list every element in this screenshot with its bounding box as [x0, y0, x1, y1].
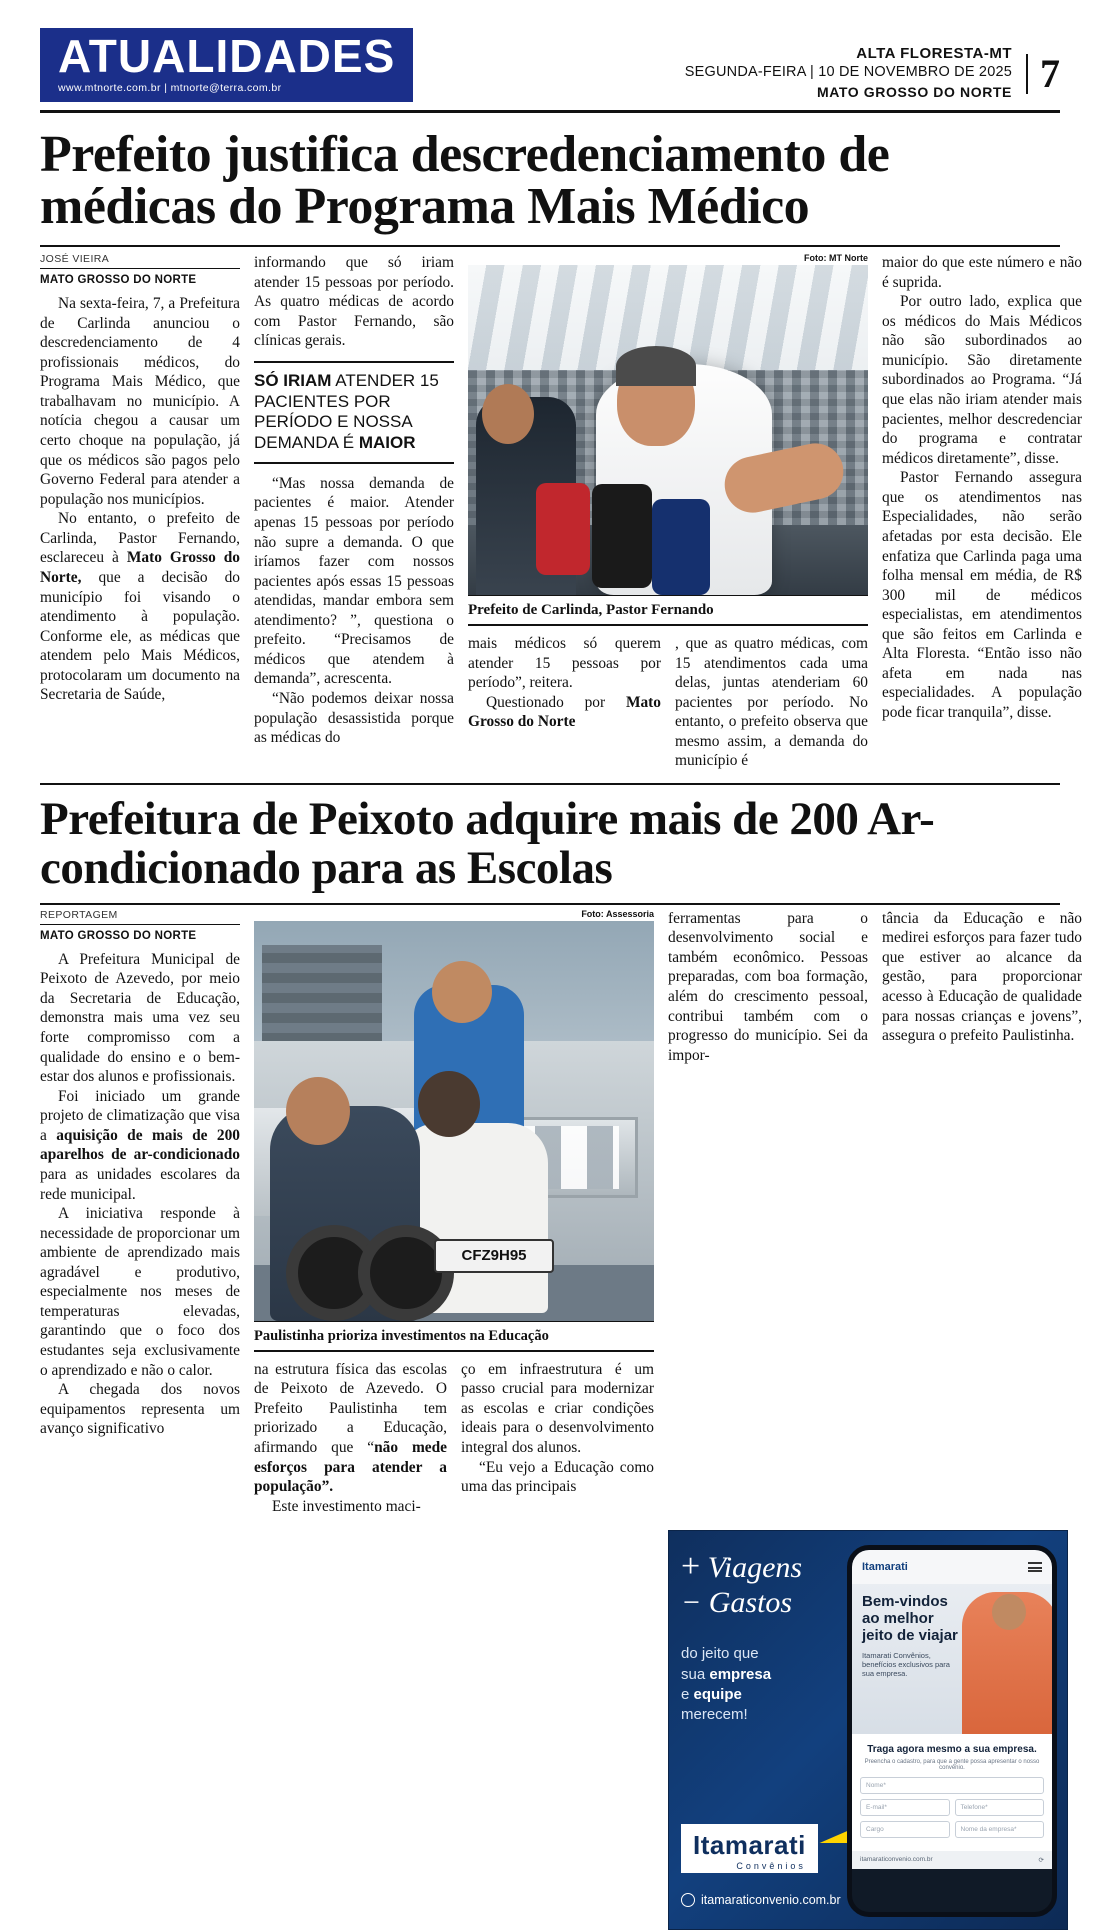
paragraph: informando que só iriam atender 15 pessoas por período. As quatro médicas de acordo com Pastor Fernando, são clínicas gerais.: [254, 254, 454, 350]
article1-column-3: [468, 253, 868, 771]
article2-photo: [254, 921, 654, 1321]
minus-icon: −: [681, 1585, 702, 1619]
phone-field-phone[interactable]: Telefone*: [955, 1799, 1045, 1816]
byline-org: MATO GROSSO DO NORTE: [40, 929, 197, 942]
article1-column-3b: [675, 634, 868, 771]
section-divider: [40, 783, 1060, 785]
phone-field-row-2: [860, 1821, 1044, 1843]
section-brand: [40, 28, 413, 102]
article2-lower-columns: [254, 1360, 654, 1517]
paragraph: , que as quatro médicas, com 15 atendimentos cada uma delas, juntas atenderiam 60 pacientes por período. No entanto, o prefeito observa que mesmo assim, a demanda do município é: [675, 635, 868, 770]
advertisement-itamarati[interactable]: [668, 1530, 1068, 1930]
headline-rule: [40, 245, 1060, 247]
photo-worker-blue-head: [432, 961, 492, 1023]
paragraph: ço em infraestrutura é um passo crucial para modernizar as escolas e criar condições ideais para o desenvolvimento integral dos alunos.: [461, 1360, 654, 1457]
paragraph: Este investimento maci-: [272, 1497, 421, 1515]
paragraph: Na sexta-feira, 7, a Prefeitura de Carlinda anunciou o descredenciamento de 4 profissionais médicos, do Programa Mais Médico, que trabalhavam no município. A notícia chegou a causar um certo choque na população, já que os médicos são pagos pelo Governo Federal para atender a população nos municípios.: [40, 295, 240, 508]
ad-line-1-text: Viagens: [707, 1551, 803, 1585]
ad-left-panel: [669, 1531, 852, 1929]
article2-grid: [40, 908, 1082, 1517]
photo-subject-head: [617, 354, 695, 446]
microphone-blue-icon: [652, 499, 710, 595]
paragraph: Por outro lado, explica que os médicos do Mais Médicos não são subordinados ao município. São diretamente subordinados ao Programa. “Já que elas não iriam atender mais pacientes, melhor descredenciar do programa e contratar médicos diretamente”, disse.: [882, 293, 1082, 467]
phone-app-header: [852, 1550, 1052, 1584]
ad-line-2: [681, 1587, 840, 1619]
article2-caption: Paulistinha prioriza investimentos na Educação: [254, 1321, 654, 1352]
paragraph: tância da Educação e não medirei esforços para fazer tudo que estiver ao alcance da gestão, para proporcionar acesso à Educação de qualidade para nossas crianças e jovens”, assegura o prefeito Paulistinha.: [882, 909, 1082, 1045]
phone-hero-title: Bem-vindos ao melhor jeito de viajar: [862, 1593, 958, 1644]
masthead: [40, 28, 1060, 113]
ad-logo: [681, 1824, 818, 1873]
phone-brand: Itamarati: [862, 1561, 908, 1574]
phone-url-text: itamaraticonvenio.com.br: [860, 1856, 933, 1864]
photo-subject-hair: [616, 346, 696, 386]
phone-form-sub: Preencha o cadastro, para que a gente possa apresentar o nosso convênio.: [864, 1759, 1040, 1772]
paragraph: [468, 693, 661, 732]
article1-column-2: [254, 253, 454, 771]
ad-copy: [681, 1644, 840, 1725]
phone-field-email[interactable]: E-mail*: [860, 1799, 950, 1816]
pullquote-strong-2: MAIOR: [358, 433, 416, 453]
pullquote-strong: SÓ IRIAM: [254, 370, 332, 390]
masthead-region: MATO GROSSO DO NORTE: [816, 84, 1012, 101]
ad-copy-line-4: merecem!: [681, 1706, 748, 1724]
masthead-right: [685, 45, 1060, 102]
phone-hero-sub: Itamarati Convênios, benefícios exclusivos para sua empresa.: [862, 1650, 950, 1679]
phone-url-bar[interactable]: [852, 1851, 1052, 1869]
pullquote-light: ATENDER 15 PACIENTES POR PERÍODO E NOSSA DEMANDA É: [254, 370, 439, 453]
pullquote: [254, 361, 454, 464]
phone-field-company[interactable]: Nome da empresa*: [955, 1821, 1045, 1838]
brand-contact: www.mtnorte.com.br | mtnorte@terra.com.br: [58, 82, 282, 95]
globe-icon: [681, 1893, 695, 1907]
article1-column-3a: [468, 634, 661, 771]
masthead-date: SEGUNDA-FEIRA | 10 DE NOVEMBRO DE 2025: [684, 64, 1012, 81]
article1-column-1: [40, 253, 240, 771]
ad-copy-line-1: do jeito que: [681, 1645, 759, 1663]
paragraph-emphasis: aquisição de mais de 200 aparelhos de ar-condicionado: [40, 1126, 240, 1164]
article1-photo: [468, 265, 868, 595]
ad-copy-line-3b: equipe: [693, 1685, 742, 1703]
paragraph: “Eu vejo a Educação como uma das principais: [461, 1458, 654, 1496]
masthead-city: ALTA FLORESTA-MT: [856, 45, 1012, 63]
paragraph-emphasis: Mato Grosso do Norte: [468, 693, 661, 731]
brand-title: ATUALIDADES: [58, 30, 396, 82]
ad-row: [40, 1530, 1060, 1930]
article2-column-1: [40, 909, 240, 1517]
paragraph-text: que a decisão do município foi visando o atendimento à população. Conforme ele, as médicas que atendem pelo Mais Médicos, protocolaram um documento na Secretaria de Saúde,: [40, 568, 240, 704]
ad-copy-line-2: [681, 1665, 840, 1685]
phone-form-title: Traga agora mesmo a sua empresa.: [867, 1744, 1037, 1756]
microphone-red-icon: [536, 483, 590, 575]
ad-copy-line-3a: e: [681, 1685, 694, 1703]
paragraph-text: Foi iniciado um grande projeto de climatização que visa a: [40, 1087, 240, 1144]
article2-column-2a: [254, 1360, 447, 1517]
paragraph-text: na estrutura física das escolas de Peixoto de Azevedo. O Prefeito Paulistinha tem priorizado a Educação, afirmando que “: [254, 1360, 447, 1457]
headline2-rule: [40, 903, 1060, 905]
microphone-black-icon: [592, 484, 652, 588]
byline-author: JOSÉ VIEIRA: [40, 253, 240, 269]
article2-column-4: [882, 909, 1082, 1517]
photo-worker-white-head: [418, 1071, 480, 1137]
photo-worker-left-head: [286, 1077, 350, 1145]
article2-column-3: [668, 909, 868, 1517]
ad-phone-mockup: [847, 1545, 1057, 1917]
ad-line-1: [681, 1549, 840, 1585]
paragraph: mais médicos só querem atender 15 pessoas por período”, reitera.: [468, 635, 661, 692]
paragraph: Pastor Fernando assegura que os atendimentos nas Especialidades, não serão afetadas por esta decisão. Ele enfatiza que Carlinda paga uma folha mensal em média, de R$ 300 mil de médicos especialistas, em atendimentos que são feitos em Carlinda e Alta Floresta. “Então isso não afeta em nada nas especialidades. A população pode ficar tranquila”, disse.: [882, 469, 1082, 722]
hamburger-menu-icon[interactable]: [1028, 1562, 1042, 1572]
phone-hero-model-head: [992, 1594, 1026, 1630]
paragraph-emphasis: Mato Grosso do Norte,: [40, 549, 240, 586]
article1-lower-columns: [468, 634, 868, 771]
article2-headline: Prefeitura de Peixoto adquire mais de 200 Ar-condicionado para as Escolas: [40, 793, 935, 894]
phone-lead-form: [852, 1734, 1052, 1851]
article1-grid: [40, 253, 1082, 771]
paragraph: [40, 509, 240, 705]
paragraph: A iniciativa responde à necessidade de proporcionar um ambiente de aprendizado mais agradável e produtivo, especialmente nos meses de temperaturas elevadas, garantindo que o foco dos estudantes seja exclusivamente o aprendizado e não o calor.: [40, 1205, 240, 1379]
photo-credit: Foto: MT Norte: [804, 253, 868, 264]
photo-bystander-head: [482, 384, 534, 444]
ad-logo-text: Itamarati: [693, 1830, 806, 1861]
page-number: 7: [1026, 54, 1060, 94]
paragraph: “Não podemos deixar nossa população desassistida porque as médicas do: [254, 690, 454, 747]
paragraph: A Prefeitura Municipal de Peixoto de Azevedo, por meio da Secretaria de Educação, demonstra mais uma vez seu forte compromisso com a qualidade do ensino e o bem-estar dos alunos e profissionais.: [40, 950, 240, 1086]
phone-hero: [852, 1584, 1052, 1734]
article1-column-4: [882, 253, 1082, 771]
ad-copy-line-2b: empresa: [709, 1665, 772, 1683]
article2-column-2: [254, 909, 654, 1517]
byline-author: REPORTAGEM: [40, 909, 240, 925]
paragraph: ferramentas para o desenvolvimento social e também econômico. Pessoas preparadas, com boa formação, além do crescimento pessoal, contribui também com o progresso do município. Sei da impor-: [668, 909, 868, 1064]
ad-copy-line-3: [681, 1685, 840, 1705]
license-plate: CFZ9H95: [434, 1239, 554, 1273]
paragraph: [40, 1087, 240, 1204]
masthead-info: [685, 45, 1012, 102]
plus-icon: +: [681, 1548, 701, 1586]
paragraph-text: para as unidades escolares da rede municipal.: [40, 1165, 240, 1203]
phone-field-role[interactable]: Cargo: [860, 1821, 950, 1838]
paragraph-text: Questionado por: [486, 693, 626, 711]
paragraph: A chegada dos novos equipamentos representa um avanço significativo: [40, 1381, 240, 1438]
phone-field-name[interactable]: Nome*: [860, 1777, 1044, 1794]
byline-org: MATO GROSSO DO NORTE: [40, 274, 197, 287]
phone-field-row: [860, 1799, 1044, 1821]
ad-website[interactable]: [681, 1893, 841, 1907]
refresh-icon[interactable]: ⟳: [1038, 1857, 1044, 1865]
article2-column-2b: [461, 1360, 654, 1517]
paragraph-text: No entanto, o prefeito de Carlinda, Pastor Fernando, esclareceu à: [40, 510, 240, 567]
paragraph-emphasis: não mede esforços para atender a população”.: [254, 1439, 448, 1496]
ad-line-2-text: Gastos: [708, 1585, 793, 1619]
paragraph: “Mas nossa demanda de pacientes é maior. Atender apenas 15 pessoas por período não supre a demanda. O que iríamos fazer com nossos pacientes após essas 15 pessoas atendidas, mandar embora sem atendimento? ”, questiona o prefeito. “Precisamos de médicos que atendem à demanda”, acrescenta.: [254, 474, 454, 688]
photo-credit: Foto: Assessoria: [581, 908, 654, 919]
article1-caption: Prefeito de Carlinda, Pastor Fernando: [468, 595, 868, 626]
ad-logo-sub: Convênios: [736, 1861, 806, 1872]
ad-copy-line-2a: sua: [681, 1665, 710, 1683]
article1-headline: Prefeito justifica descredenciamento de médicas do Programa Mais Médico: [40, 126, 890, 236]
ad-website-text: itamaraticonvenio.com.br: [701, 1893, 841, 1908]
paragraph: [254, 1360, 447, 1497]
paragraph: maior do que este número e não é suprida.: [882, 254, 1082, 291]
ad-spacer: [40, 1530, 654, 1930]
